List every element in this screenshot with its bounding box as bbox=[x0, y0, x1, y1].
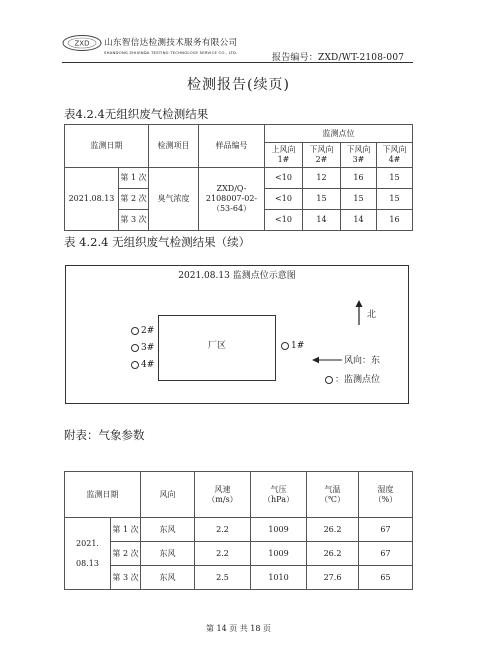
cell-run-label: 第 2 次 bbox=[119, 189, 149, 210]
north-arrow-icon bbox=[354, 300, 364, 326]
cell-humidity: 67 bbox=[359, 542, 413, 566]
header-date: 监测日期 bbox=[65, 472, 141, 518]
point-circle-icon bbox=[281, 342, 289, 350]
cell-humidity: 65 bbox=[359, 566, 413, 590]
cell-run-label: 第 2 次 bbox=[111, 542, 141, 566]
cell-value: 15 bbox=[377, 168, 413, 189]
cell-wind-speed: 2.2 bbox=[195, 518, 251, 542]
header-temp: 气温 （℃） bbox=[307, 472, 359, 518]
cell-date: 2021.08.13 bbox=[65, 168, 119, 231]
diagram-title: 2021.08.13 监测点位示意图 bbox=[178, 271, 296, 281]
cell-sample-no: ZXD/Q-2108007-02-（53-64） bbox=[199, 168, 265, 231]
cell-run-label: 第 3 次 bbox=[111, 566, 141, 590]
cell-run-label: 第 1 次 bbox=[111, 518, 141, 542]
cell-value: 12 bbox=[303, 168, 341, 189]
company-name-cn: 山东智信达检测技术服务有限公司 bbox=[104, 38, 238, 48]
cell-wind-speed: 2.2 bbox=[195, 542, 251, 566]
header-humidity: 湿度 （%） bbox=[359, 472, 413, 518]
table-row bbox=[65, 566, 413, 590]
cell-value: 15 bbox=[303, 189, 341, 210]
header-wind-dir: 风向 bbox=[141, 472, 195, 518]
cell-value: 16 bbox=[377, 210, 413, 231]
page-title: 检测报告(续页) bbox=[187, 77, 290, 93]
cell-wind-dir: 东风 bbox=[141, 542, 195, 566]
cell-run-label: 第 1 次 bbox=[119, 168, 149, 189]
cell-pressure: 1009 bbox=[251, 542, 307, 566]
header-date: 监测日期 bbox=[65, 125, 149, 168]
weather-table bbox=[64, 471, 413, 590]
cell-pressure: 1010 bbox=[251, 566, 307, 590]
monitoring-point-diagram bbox=[65, 265, 409, 404]
cell-value: 16 bbox=[341, 168, 377, 189]
header-sample: 样品编号 bbox=[199, 125, 265, 168]
header-point-1: 上风向 1# bbox=[265, 143, 303, 168]
header-pressure: 气压 （hPa） bbox=[251, 472, 307, 518]
header-point-2: 下风向 2# bbox=[303, 143, 341, 168]
header-point-3: 下风向 3# bbox=[341, 143, 377, 168]
table-row bbox=[65, 168, 413, 189]
legend-circle-icon bbox=[325, 376, 333, 384]
odor-result-table bbox=[64, 124, 413, 231]
factory-label: 厂区 bbox=[207, 341, 226, 351]
company-name-en: SHANDONG ZHIXINDA TESTING TECHNOLOGY SERVICE CO., LTD. bbox=[104, 50, 238, 55]
legend: ：监测点位 bbox=[325, 372, 380, 385]
wind-direction-arrow-icon bbox=[312, 356, 342, 364]
appendix-title: 附表：气象参数 bbox=[64, 428, 145, 442]
point-circle-icon bbox=[131, 327, 139, 335]
cell-value: <10 bbox=[265, 210, 303, 231]
page-number: 第 14 页 共 18 页 bbox=[205, 624, 272, 633]
monitoring-point-4: 4# bbox=[131, 360, 154, 370]
table2-title: 表 4.2.4 无组织废气检测结果（续） bbox=[64, 235, 251, 249]
report-number: 报告编号：ZXD/WT-2108-007 bbox=[272, 53, 405, 63]
header-item: 检测项目 bbox=[149, 125, 199, 168]
cell-temp: 26.2 bbox=[307, 542, 359, 566]
cell-value: 14 bbox=[341, 210, 377, 231]
header-divider bbox=[62, 62, 413, 63]
cell-wind-dir: 东风 bbox=[141, 518, 195, 542]
header-point-4: 下风向 4# bbox=[377, 143, 413, 168]
cell-date: 2021. 08.13 bbox=[65, 518, 111, 590]
point-circle-icon bbox=[131, 361, 139, 369]
factory-area bbox=[158, 315, 276, 381]
header-wind-speed: 风速 （m/s） bbox=[195, 472, 251, 518]
cell-temp: 27.6 bbox=[307, 566, 359, 590]
monitoring-point-3: 3# bbox=[131, 343, 154, 353]
cell-pressure: 1009 bbox=[251, 518, 307, 542]
cell-temp: 26.2 bbox=[307, 518, 359, 542]
cell-wind-dir: 东风 bbox=[141, 566, 195, 590]
table-row bbox=[65, 518, 413, 542]
cell-item: 臭气浓度 bbox=[149, 168, 199, 231]
cell-value: 15 bbox=[377, 189, 413, 210]
monitoring-point-1: 1# bbox=[281, 341, 304, 351]
logo-text: ZXD bbox=[74, 39, 90, 48]
cell-run-label: 第 3 次 bbox=[119, 210, 149, 231]
point-circle-icon bbox=[131, 344, 139, 352]
company-logo bbox=[62, 34, 102, 52]
monitoring-point-2: 2# bbox=[131, 326, 154, 336]
cell-wind-speed: 2.5 bbox=[195, 566, 251, 590]
table1-title: 表4.2.4无组织废气检测结果 bbox=[64, 107, 209, 121]
cell-value: 14 bbox=[303, 210, 341, 231]
header-points-group: 监测点位 bbox=[265, 125, 413, 143]
cell-value: <10 bbox=[265, 168, 303, 189]
table-row bbox=[65, 542, 413, 566]
cell-humidity: 67 bbox=[359, 518, 413, 542]
cell-value: 15 bbox=[341, 189, 377, 210]
north-label: 北 bbox=[367, 310, 377, 320]
wind-direction-label: 风向：东 bbox=[344, 356, 381, 366]
cell-value: <10 bbox=[265, 189, 303, 210]
